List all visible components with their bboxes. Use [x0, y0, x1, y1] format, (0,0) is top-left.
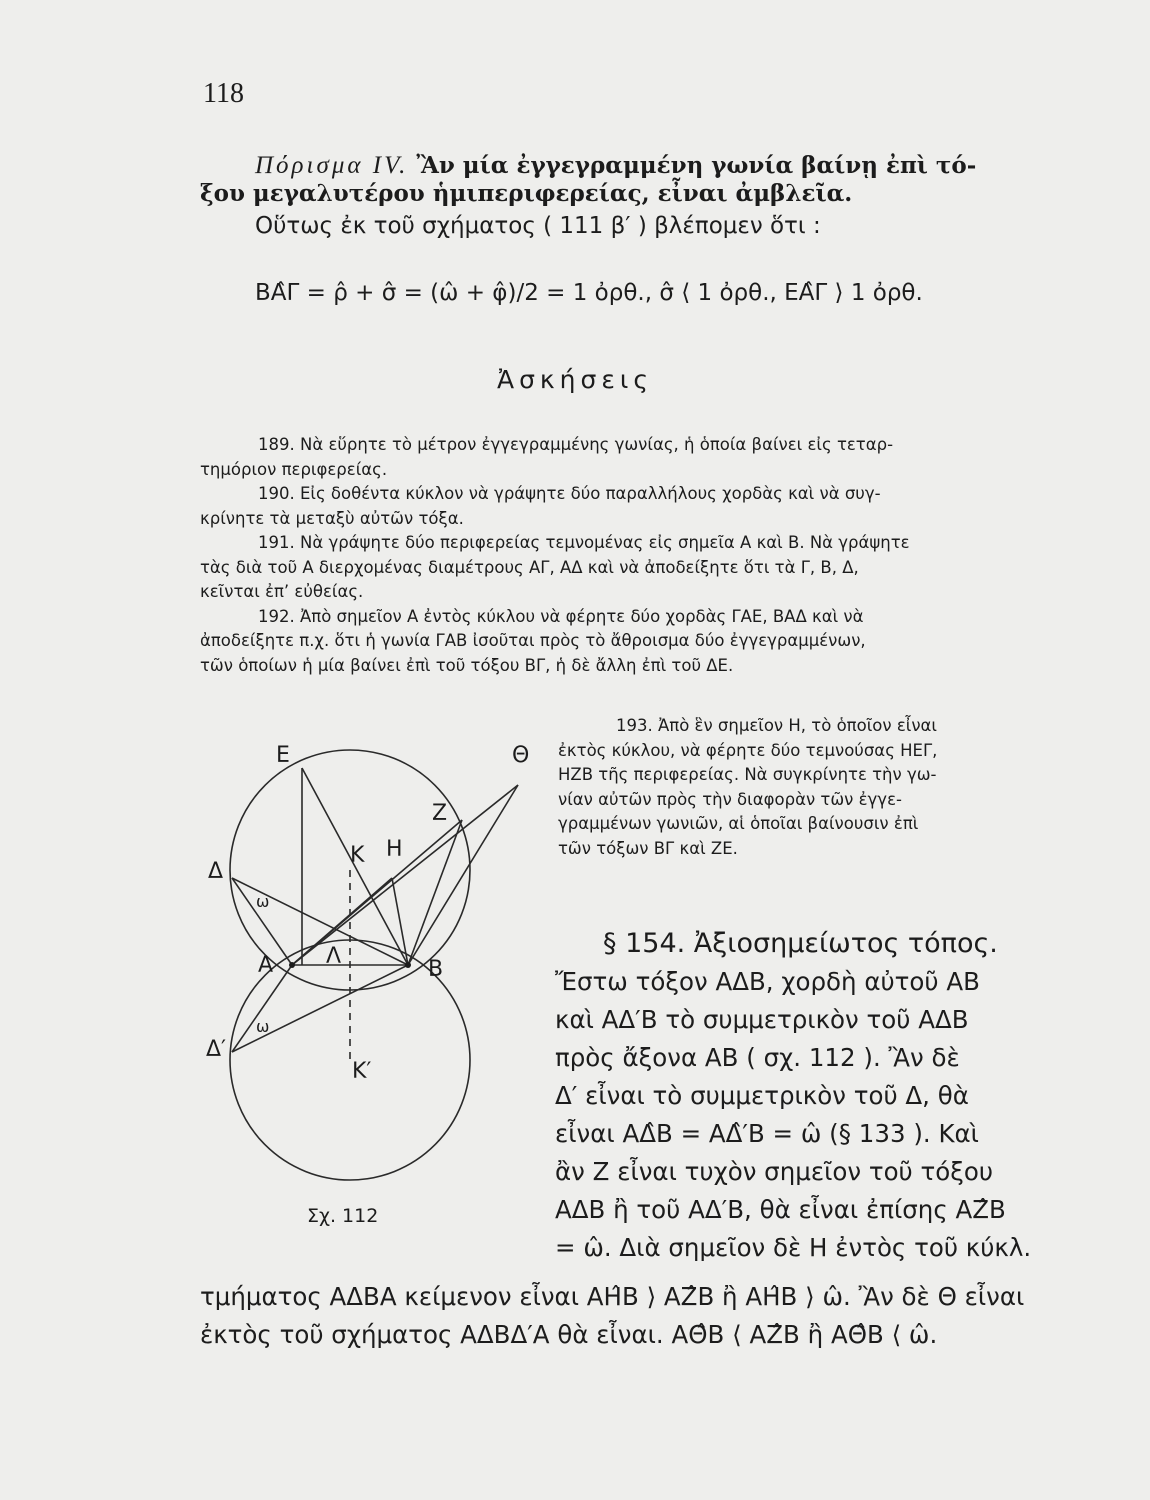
section-154-line-5: εἶναι ΑΔ̂Β = ΑΔ̂′Β = ω̂ (§ 133 ). Καὶ	[555, 1119, 979, 1148]
corollary-explanation: Οὕτως ἐκ τοῦ σχήματος ( 111 β′ ) βλέπομεν ὅτι :	[255, 213, 821, 239]
exercise-193-line-1: 193. Ἀπὸ ἓν σημεῖον Η, τὸ ὁποῖον εἶναι	[616, 716, 938, 735]
line-a-h	[292, 878, 392, 965]
corollary-line-1	[255, 150, 976, 180]
section-154-line-4: Δ′ εἶναι τὸ συμμετρικὸν τοῦ Δ, θὰ	[555, 1081, 969, 1110]
label-k: Κ	[350, 843, 365, 868]
label-e: Ε	[276, 743, 290, 768]
figure-caption: Σχ. 112	[307, 1205, 379, 1227]
exercise-193-line-5: γραμμένων γωνιῶν, αἱ ὁποῖαι βαίνουσιν ἐπὶ	[558, 814, 919, 833]
line-b-h	[392, 878, 408, 965]
exercise-191-line-1: 191. Νὰ γράψητε δύο περιφερείας τεμνομένας εἰς σημεῖα Α καὶ Β. Νὰ γράψητε	[258, 533, 910, 552]
exercises-title: Ἀσκήσεις	[496, 365, 653, 394]
label-d: Δ	[208, 859, 224, 884]
exercise-189-190-191-192	[200, 433, 1115, 678]
section-154-line-10: ἐκτὸς τοῦ σχήματος ΑΔΒΔ′Α θὰ εἶναι. ΑΘ̂Β ⟨ ΑΖ̂Β ἢ ΑΘ̂Β ⟨ ω̂.	[200, 1320, 938, 1349]
exercise-193-line-3: ΗΖΒ τῆς περιφερείας. Νὰ συγκρίνητε τὴν γω-	[558, 765, 937, 784]
label-b: Β	[428, 957, 444, 982]
exercise-189-line-1: 189. Νὰ εὕρητε τὸ μέτρον ἐγγεγραμμένης γωνίας, ἡ ὁποία βαίνει εἰς τεταρ-	[258, 435, 894, 454]
line-b-theta	[408, 785, 518, 965]
corollary-statement-2: ξου μεγαλυτέρου ἡμιπεριφερείας, εἶναι ἀμβλεῖα.	[200, 180, 853, 207]
exercise-193	[558, 714, 1118, 861]
point-b	[405, 962, 411, 968]
figure-112	[195, 735, 555, 1205]
label-omega-lower: ω	[256, 1017, 270, 1036]
exercise-193-line-6: τῶν τόξων ΒΓ καὶ ΖΕ.	[558, 838, 738, 858]
page-number: 118	[203, 78, 244, 109]
exercise-192-line-1: 192. Ἀπὸ σημεῖον Α ἐντὸς κύκλου νὰ φέρητε δύο χορδὰς ΓΑΕ, ΒΑΔ καὶ νὰ	[258, 606, 864, 626]
section-154	[555, 925, 1125, 1267]
exercise-193-line-2: ἐκτὸς κύκλου, νὰ φέρητε δύο τεμνούσας ΗΕΓ,	[558, 740, 938, 760]
section-154-line-6: ἂν Ζ εἶναι τυχὸν σημεῖον τοῦ τόξου	[555, 1157, 994, 1186]
exercise-191-line-2: τὰς διὰ τοῦ Α διερχομένας διαμέτρους ΑΓ, ΑΔ καὶ νὰ ἀποδείξητε ὅτι τὰ Γ, Β, Δ,	[200, 557, 859, 577]
label-a: Α	[258, 953, 274, 978]
label-k-prime: Κ′	[352, 1059, 372, 1084]
section-154-line-3: πρὸς ἄξονα ΑΒ ( σχ. 112 ). Ἂν δὲ	[555, 1043, 960, 1072]
section-154-line-8: = ω̂. Διὰ σημεῖον δὲ Η ἐντὸς τοῦ κύκλ.	[555, 1233, 1032, 1262]
exercise-192-line-2: ἀποδείξητε π.χ. ὅτι ἡ γωνία ΓΑΒ ἰσοῦται πρὸς τὸ ἄθροισμα δύο ἐγγεγραμμένων,	[200, 631, 866, 650]
exercise-189-line-2: τημόριον περιφερείας.	[200, 459, 388, 479]
label-omega-upper: ω	[256, 892, 270, 911]
section-154-line-7: ΑΔΒ ἢ τοῦ ΑΔ′Β, θὰ εἶναι ἐπίσης ΑΖ̂Β	[555, 1195, 1006, 1224]
corollary-label: Πόρισμα IV.	[255, 152, 409, 179]
label-theta: Θ	[512, 743, 530, 768]
line-dp-b	[232, 965, 408, 1052]
exercise-190-line-2: κρίνητε τὰ μεταξὺ αὐτῶν τόξα.	[200, 508, 464, 528]
section-154-heading: § 154. Ἀξιοσημείωτος τόπος.	[603, 928, 998, 959]
section-154-line-1: Ἔστω τόξον ΑΔΒ, χορδὴ αὐτοῦ ΑΒ	[555, 967, 980, 996]
corollary-statement-1: Ἂν μία ἐγγεγραμμένη γωνία βαίνῃ ἐπὶ τό-	[416, 152, 977, 179]
section-154-line-9: τμήματος ΑΔΒΑ κείμενον εἶναι ΑΗ̂Β ⟩ ΑΖ̂Β ἢ ΑΗ̂Β ⟩ ω̂. Ἂν δὲ Θ εἶναι	[200, 1282, 1025, 1311]
exercise-193-line-4: νίαν αὐτῶν πρὸς τὴν διαφορὰν τῶν ἐγγε-	[558, 789, 902, 809]
section-154-line-2: καὶ ΑΔ′Β τὸ συμμετρικὸν τοῦ ΑΔΒ	[555, 1005, 969, 1034]
label-h: Η	[386, 837, 403, 862]
label-z: Ζ	[432, 801, 448, 826]
exercise-190-line-1: 190. Εἰς δοθέντα κύκλον νὰ γράψητε δύο παραλλήλους χορδὰς καὶ νὰ συγ-	[258, 484, 881, 503]
line-b-z	[408, 820, 462, 965]
point-a	[289, 962, 295, 968]
label-d-prime: Δ′	[206, 1037, 227, 1062]
exercise-192-line-3: τῶν ὁποίων ἡ μία βαίνει ἐπὶ τοῦ τόξου ΒΓ, ἡ δὲ ἄλλη ἐπὶ τοῦ ΔΕ.	[200, 655, 734, 675]
section-154-continued	[200, 1278, 1120, 1354]
corollary-formula: ΒΑ̂Γ = ρ̂ + σ̂ = (ω̂ + φ̂)/2 = 1 ὀρθ., σ̂ ⟨ 1 ὀρθ., ΕΑ̂Γ ⟩ 1 ὀρθ.	[255, 280, 923, 306]
label-lambda: Λ	[326, 944, 342, 969]
exercise-191-line-3: κεῖνται ἐπ’ εὐθείας.	[200, 582, 364, 601]
